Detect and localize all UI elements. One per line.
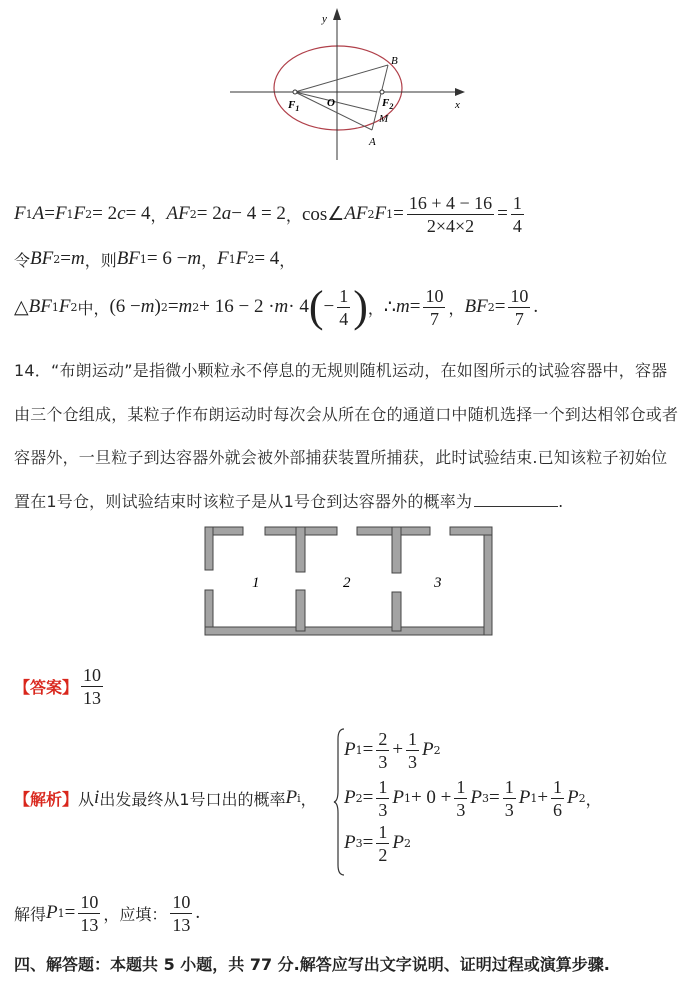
math-text: ， (201, 250, 218, 270)
math-text: 2 (355, 791, 363, 805)
math-text: AF (344, 203, 368, 224)
wall-right (484, 527, 492, 635)
math-text: = 4 (125, 203, 151, 224)
blank-period: . (558, 492, 564, 511)
numerator: 10 (510, 285, 529, 306)
math-text: 2 (53, 252, 61, 266)
math-text: 1 (25, 207, 33, 221)
denominator: 2 (378, 844, 388, 865)
math-text: m (178, 296, 193, 317)
math-text: F (235, 248, 248, 269)
fraction (503, 777, 516, 820)
math-text: m (70, 248, 85, 269)
numerator: 1 (378, 821, 388, 842)
math-text: = (488, 787, 500, 808)
denominator: 2×4×2 (426, 215, 475, 236)
math-text: 2 (487, 300, 495, 314)
denominator: 3 (456, 799, 466, 820)
label-f2: $F_2$ (382, 97, 394, 111)
math-text: = (60, 248, 71, 269)
numerator: 1 (339, 285, 349, 306)
math-text: 1 (228, 252, 236, 266)
math-text: i (94, 787, 100, 808)
math-text: = (64, 902, 76, 923)
math-text: ， (150, 205, 167, 225)
numerator: 16 + 4 − 16 (408, 192, 493, 213)
math-text: 从 (78, 789, 95, 809)
math-text: 1 (66, 207, 74, 221)
math-text: 解得 (14, 904, 47, 924)
math-text: AF (166, 203, 190, 224)
math-text: . (195, 902, 201, 923)
math-text: = 6 − (146, 248, 188, 269)
math-text: P (518, 787, 531, 808)
math-text: 3 (355, 836, 363, 850)
math-text: P (344, 832, 356, 853)
question14-line-1: 14．“布朗运动”是指微小颗粒永不停息的无规则随机运动，在如图所示的试验容器中，容器 (14, 361, 668, 380)
math-text: ， (367, 298, 384, 318)
math-text: 令 (14, 250, 31, 270)
fraction (454, 777, 467, 820)
question14-line-3: 容器外，一旦粒子到达容器外就会被外部捕获装置所捕获，此时试验结束.已知该粒子初始位 (14, 448, 668, 467)
fraction (376, 822, 389, 865)
math-text: = (362, 739, 374, 760)
wall-divider-1-lower (296, 590, 305, 631)
chamber-label-3: 3 (434, 575, 442, 591)
denominator: 3 (408, 751, 418, 772)
math-text: ， (285, 205, 302, 225)
denominator: 13 (80, 914, 99, 935)
numerator: 1 (504, 776, 514, 797)
math-text: 2 (433, 743, 441, 757)
math-text: m (274, 296, 289, 317)
math-text: 中， (77, 298, 110, 318)
math-text: P (344, 787, 356, 808)
math-text: m (140, 296, 155, 317)
math-text: a (221, 203, 232, 224)
math-text: = 4 (254, 248, 280, 269)
equation-p2 (344, 776, 602, 820)
wall-left-upper (205, 527, 213, 570)
fraction (551, 777, 564, 820)
math-text: + 0 + (410, 787, 452, 808)
numerator: 1 (553, 776, 563, 797)
math-text: (6 − (109, 296, 141, 317)
math-text: 2 (367, 207, 375, 221)
math-text: 3 (481, 791, 489, 805)
label-x: x (455, 99, 460, 111)
chamber-label-1: 1 (252, 575, 260, 591)
answer-row (14, 666, 106, 706)
label-o: O (327, 97, 335, 109)
math-text: △ (14, 296, 29, 318)
numerator: 10 (425, 285, 444, 306)
math-text: ， (279, 250, 296, 270)
math-text: = 2 (92, 203, 118, 224)
math-text: i (297, 791, 301, 805)
denominator: 4 (339, 308, 349, 329)
math-text: BF (30, 248, 54, 269)
label-f1: $F_1$ (288, 99, 300, 113)
section-4-heading: 四、解答题：本题共 5 小题，共 77 分.解答应写出文字说明、证明过程或演算步骤. (14, 955, 610, 974)
math-text: + 16 − 2 · (199, 296, 275, 317)
math-text: = (44, 203, 55, 224)
math-text: 2 (85, 207, 93, 221)
numerator: 1 (408, 728, 418, 749)
fraction (78, 892, 100, 935)
denominator: 3 (378, 799, 388, 820)
wall-t2-stem (392, 527, 401, 573)
chamber-label-2: 2 (343, 575, 351, 591)
math-text: = 2 (196, 203, 222, 224)
label-a: A (369, 136, 376, 148)
denominator: 3 (378, 751, 388, 772)
equation-p3 (344, 821, 411, 865)
math-text: = (497, 203, 508, 224)
parenthesis: ) (353, 282, 368, 331)
math-text: ， (448, 298, 465, 318)
math-text: c (117, 203, 126, 224)
math-text: A (32, 203, 45, 224)
question14-line-4-text: 置在1号仓，则试验结束时该粒子是从1号仓到达容器外的概率为 (14, 492, 473, 511)
math-text: P (46, 902, 58, 923)
math-text: 2 (70, 300, 78, 314)
math-text: ) (154, 296, 161, 317)
denominator: 13 (172, 914, 191, 935)
numerator: 1 (456, 776, 466, 797)
question14-line-2: 由三个仓组成，某粒子作布朗运动时每次会从所在仓的通道口中随机选择一个到达相邻仓或者 (14, 405, 679, 424)
math-text: F (14, 203, 26, 224)
math-text: 2 (403, 836, 411, 850)
math-text: P (285, 787, 298, 808)
math-text: = (362, 787, 374, 808)
math-text: P (392, 787, 404, 808)
analysis-row (14, 783, 317, 813)
denominator: 7 (514, 308, 524, 329)
math-text: 1 (403, 791, 411, 805)
math-text: F (73, 203, 86, 224)
fraction (376, 777, 389, 820)
math-text: 2 (578, 791, 586, 805)
numerator: 10 (83, 664, 102, 685)
math-text: 1 (51, 300, 59, 314)
math-text: P (344, 739, 356, 760)
numerator: 2 (378, 728, 388, 749)
numerator: 1 (512, 192, 522, 213)
math-text: ∴ (383, 296, 396, 318)
math-text: P (422, 739, 434, 760)
math-text: BF (464, 296, 488, 317)
denominator: 3 (504, 799, 514, 820)
math-text: = (362, 832, 374, 853)
math-text: F (374, 203, 387, 224)
label-m: M (379, 113, 389, 125)
math-text: BF (116, 248, 140, 269)
numerator: 10 (172, 891, 191, 912)
label-b: B (391, 55, 398, 67)
math-text: 2 (192, 300, 200, 314)
math-text: = (409, 296, 421, 317)
parenthesis: ( (308, 282, 324, 331)
equation-p1 (344, 728, 441, 772)
math-text: cos∠ (301, 203, 345, 225)
fraction (376, 729, 389, 772)
math-text: 出发最终从1号口出的概率 (99, 789, 286, 809)
answer-label: 【答案】 (14, 677, 79, 697)
numerator: 1 (378, 776, 388, 797)
math-text: + (537, 787, 549, 808)
math-text: F (54, 203, 67, 224)
denominator: 7 (429, 308, 439, 329)
math-text: − (323, 296, 335, 317)
math-text: ，应填： (103, 904, 168, 924)
math-text: P (392, 832, 404, 853)
math-text: = (494, 296, 506, 317)
math-text: F (58, 296, 71, 317)
analysis-intro (78, 787, 317, 810)
numerator: 10 (80, 891, 99, 912)
math-text: 1 (386, 207, 394, 221)
fraction (406, 729, 419, 772)
wall-bottom (205, 627, 492, 635)
wall-t1-stem (296, 527, 305, 572)
math-text: ， (300, 789, 317, 809)
label-y: y (322, 13, 327, 25)
math-text: 1 (139, 252, 147, 266)
analysis-label: 【解析】 (14, 789, 79, 809)
wall-divider-2-lower (392, 592, 401, 631)
math-text: BF (28, 296, 52, 317)
math-text: F (217, 248, 229, 269)
denominator: 6 (553, 799, 563, 820)
math-text: P (470, 787, 482, 808)
math-text: = (393, 203, 404, 224)
math-text: · 4 (288, 296, 309, 317)
math-text: . (533, 296, 539, 317)
math-text: ，则 (84, 250, 117, 270)
fraction (170, 892, 192, 935)
math-text: 1 (530, 791, 538, 805)
wall-top-right (450, 527, 492, 535)
math-text: 1 (57, 906, 65, 920)
fraction (81, 665, 103, 708)
denominator: 4 (512, 215, 522, 236)
math-text: 2 (189, 207, 197, 221)
math-text: P (567, 787, 579, 808)
math-text: + (392, 739, 404, 760)
math-text: 1 (355, 743, 363, 757)
math-text: m (396, 296, 410, 317)
math-text: = (167, 296, 179, 317)
math-text: − 4 = 2 (231, 203, 286, 224)
math-text: m (187, 248, 202, 269)
denominator: 13 (83, 687, 102, 708)
result-line (14, 891, 201, 935)
math-text: 2 (160, 300, 168, 314)
math-text: 2 (247, 252, 255, 266)
answer-value (78, 665, 106, 708)
math-text: ， (585, 789, 602, 809)
